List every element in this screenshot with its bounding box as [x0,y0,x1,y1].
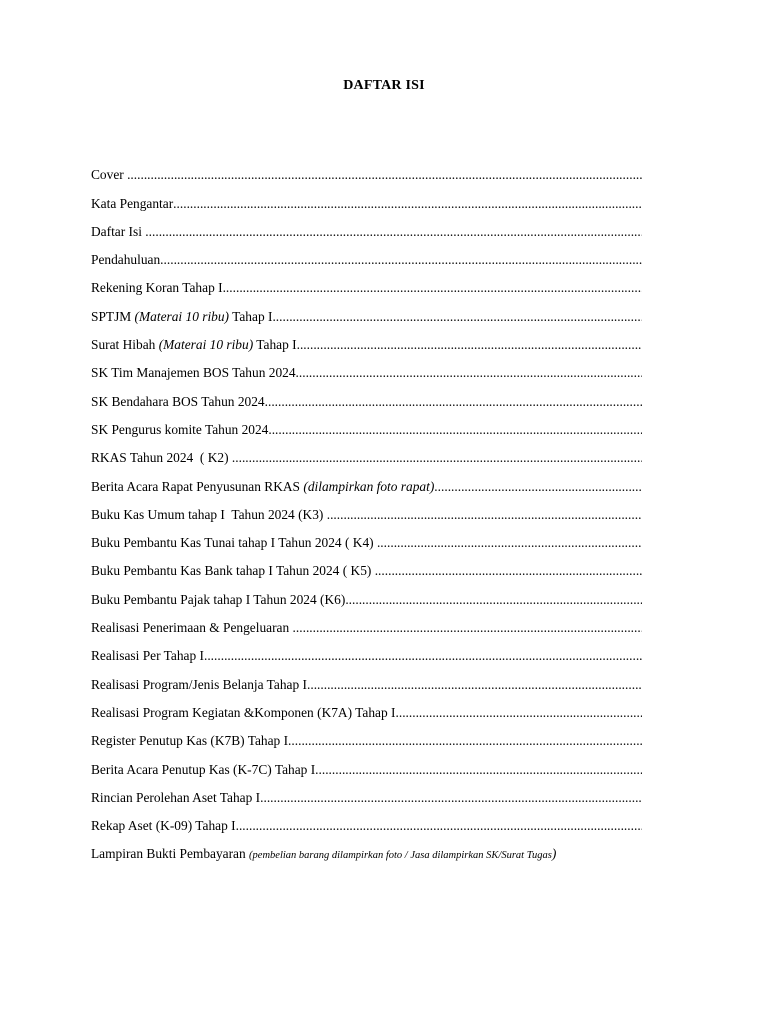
dot-leader [272,309,642,325]
dot-leader [434,479,642,495]
toc-entry-label: Berita Acara Rapat Penyusunan RKAS [91,478,304,494]
toc-entry [91,296,642,324]
toc-entry-suffix: Tahap I [229,308,273,324]
toc-entry [91,240,642,268]
toc-entry-note: (pembelian barang dilampirkan foto / Jasa dilampirkan SK/Surat Tugas [249,850,552,862]
toc-entry [91,778,642,806]
toc-entry-label: Realisasi Per Tahap I [91,648,204,664]
toc-entry-label: Pendahuluan [91,252,161,268]
toc-entry-label: Cover [91,167,128,183]
dot-leader [173,196,642,212]
dot-leader [296,365,642,381]
dot-leader [145,224,642,240]
toc-entry [91,466,642,494]
toc-entry-label: Rekening Koran Tahap I [91,280,223,296]
dot-leader [297,337,642,353]
toc-entry-label: SPTJM [91,308,135,324]
page-title: DAFTAR ISI [343,78,425,93]
dot-leader [204,648,642,664]
toc-entry-lampiran [91,834,642,862]
toc-entry [91,183,642,211]
toc-entry-label: Buku Pembantu Kas Tunai tahap I Tahun 2024 ( K4) [91,535,377,551]
dot-leader [375,563,642,579]
toc-entry-label: SK Bendahara BOS Tahun 2024 [91,393,265,409]
toc-entry [91,721,642,749]
toc-entry-label: Buku Pembantu Kas Bank tahap I Tahun 2024 ( K5) [91,563,375,579]
toc-entry-label: Realisasi Program/Jenis Belanja Tahap I [91,676,307,692]
dot-leader [315,762,642,778]
toc-entry [91,268,642,296]
toc-entry-label: Buku Kas Umum tahap I Tahun 2024 (K3) [91,506,327,522]
dot-leader [377,535,642,551]
toc-entry-label: Daftar Isi [91,223,146,239]
toc-entry-label: Lampiran Bukti Pembayaran [91,846,250,862]
toc-entry [91,636,642,664]
toc-entry [91,693,642,721]
toc-entry-note: (Materai 10 ribu) [134,308,230,324]
toc-entry-label: RKAS Tahun 2024 ( K2) [91,450,232,466]
dot-leader [127,167,642,183]
toc-entry-label: Berita Acara Penutup Kas (K-7C) Tahap I [91,761,316,777]
toc-entry [91,410,642,438]
toc-entry [91,325,642,353]
toc-entry [91,664,642,692]
dot-leader [265,394,642,410]
toc-entry-note: (dilampirkan foto rapat) [303,478,435,494]
toc-entry [91,155,642,183]
toc-entry [91,579,642,607]
toc-entry [91,381,642,409]
toc-entry [91,212,642,240]
toc-entry [91,438,642,466]
dot-leader [160,252,642,268]
toc-entry-note-close: ) [551,846,557,862]
dot-leader [268,422,642,438]
toc-entry-label: Rekap Aset (K-09) Tahap I [91,818,236,834]
toc-entry-label: Buku Pembantu Pajak tahap I Tahun 2024 (K6) [91,591,346,607]
toc-entry-label: Kata Pengantar [91,195,174,211]
dot-leader [396,705,643,721]
toc-entry [91,749,642,777]
toc-entry-label: SK Tim Manajemen BOS Tahun 2024 [91,365,296,381]
toc-entry-label: Realisasi Penerimaan & Pengeluaran [91,620,293,636]
dot-leader [345,592,642,608]
dot-leader [327,507,642,523]
dot-leader [307,677,642,693]
toc-entry [91,551,642,579]
dot-leader [293,620,642,636]
dot-leader [236,818,642,834]
toc-entry-label: Rincian Perolehan Aset Tahap I [91,789,261,805]
toc-entry-label: Realisasi Program Kegiatan &Komponen (K7A) Tahap I [91,704,396,720]
toc-entry-note: (Materai 10 ribu) [158,337,254,353]
table-of-contents [91,155,642,862]
toc-entry-label: Register Penutup Kas (K7B) Tahap I [91,733,289,749]
dot-leader [288,733,642,749]
toc-entry [91,608,642,636]
toc-entry [91,523,642,551]
toc-entry-label: Surat Hibah [91,337,159,353]
dot-leader [223,280,642,296]
toc-entry [91,495,642,523]
dot-leader [232,450,642,466]
toc-entry-suffix: Tahap I [253,337,297,353]
toc-entry [91,353,642,381]
toc-entry [91,806,642,834]
toc-entry-label: SK Pengurus komite Tahun 2024 [91,421,269,437]
dot-leader [260,790,642,806]
